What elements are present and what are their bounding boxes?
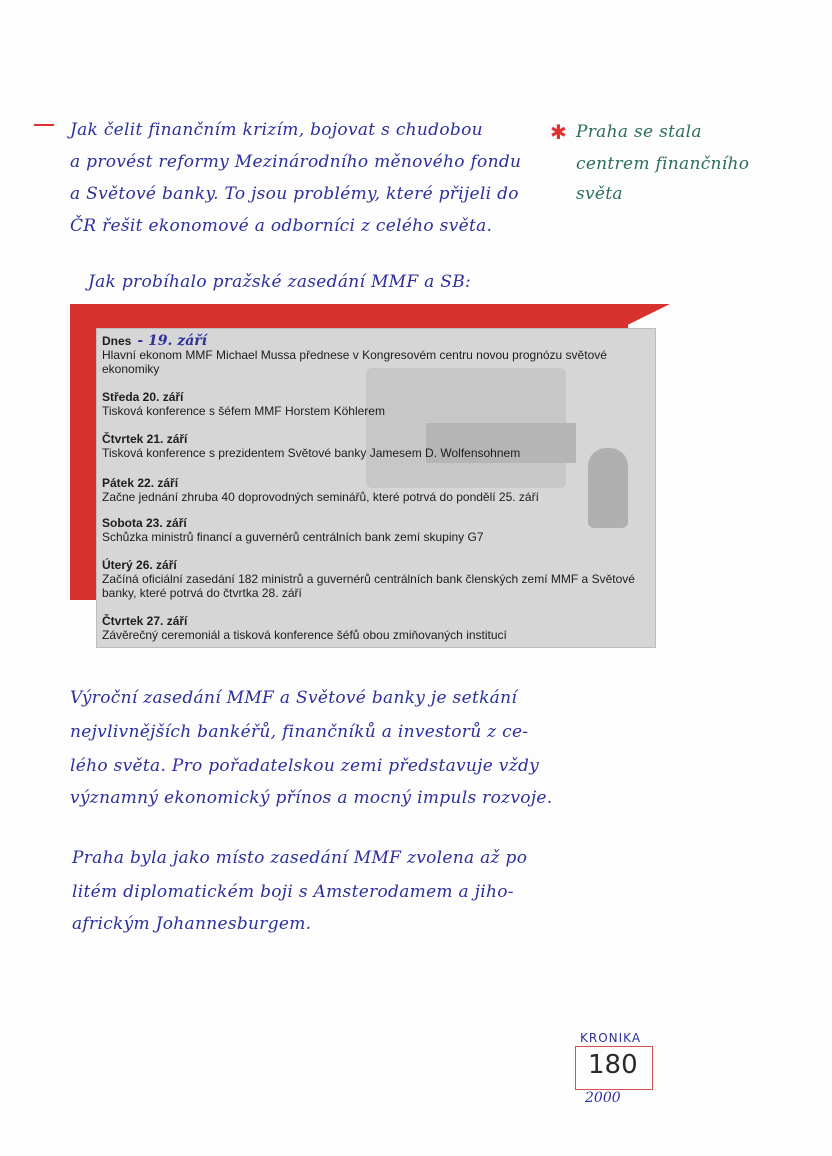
- intro-line: Jak čelit finančním krizím, bojovat s chudobou: [70, 120, 483, 140]
- schedule-entry: [102, 558, 647, 600]
- schedule-entry: [102, 432, 647, 460]
- entry-text: Tisková konference s prezidentem Světové banky Jamesem D. Wolfensohnem: [102, 446, 521, 460]
- schedule-entry: [102, 334, 647, 376]
- intro-line: a Světové banky. To jsou problémy, které přijeli do: [70, 184, 519, 204]
- side-note-line: světa: [576, 184, 623, 204]
- entry-day: Úterý 26. září: [102, 558, 177, 572]
- paragraph-line: Praha byla jako místo zasedání MMF zvolena až po: [72, 848, 528, 868]
- entry-day: Pátek 22. září: [102, 476, 179, 490]
- entry-text: Hlavní ekonom MMF Michael Mussa přednese v Kongresovém centru novou prognózu světové ekonomiky: [102, 348, 607, 376]
- entry-text: Začne jednání zhruba 40 doprovodných seminářů, které potrvá do pondělí 25. září: [102, 490, 539, 504]
- paragraph-line: Výroční zasedání MMF a Světové banky je setkání: [70, 688, 518, 708]
- intro-line: a provést reformy Mezinárodního měnového fondu: [70, 152, 522, 172]
- schedule-entry: [102, 516, 647, 544]
- schedule-heading: Jak probíhalo pražské zasedání MMF a SB:: [88, 272, 472, 292]
- stamp-label: KRONIKA: [580, 1031, 642, 1045]
- entry-day: Středa 20. září: [102, 390, 184, 404]
- schedule-entry: [102, 390, 647, 418]
- schedule-entry: [102, 476, 647, 504]
- red-margin-mark: [34, 124, 54, 126]
- paragraph-line: lého světa. Pro pořadatelskou zemi představuje vždy: [70, 756, 540, 776]
- entry-text: Začíná oficiální zasedání 182 ministrů a guvernérů centrálních bank členských zemí MMF a Světové banky, které potrvá do čtvrtka 28. září: [102, 572, 635, 600]
- entry-day: Dnes: [102, 334, 132, 348]
- intro-line: ČR řešit ekonomové a odborníci z celého světa.: [70, 216, 493, 236]
- handwritten-date: - 19. září: [137, 333, 207, 349]
- schedule-entry: [102, 614, 647, 642]
- entry-day: Čtvrtek 27. září: [102, 614, 188, 628]
- paragraph-line: nejvlivnějších bankéřů, finančníků a investorů z ce-: [70, 722, 529, 742]
- side-note-line: Praha se stala: [576, 122, 702, 142]
- entry-day: Čtvrtek 21. září: [102, 432, 188, 446]
- page-number: 180: [588, 1050, 638, 1080]
- entry-text: Tisková konference s šéfem MMF Horstem Köhlerem: [102, 404, 385, 418]
- paragraph-line: africkým Johannesburgem.: [72, 914, 312, 934]
- stamp-year: 2000: [585, 1090, 621, 1106]
- newspaper-clipping: [96, 328, 656, 648]
- paragraph-line: litém diplomatickém boji s Amsterodamem a jiho-: [72, 882, 514, 902]
- asterisk-icon: ✱: [550, 120, 567, 144]
- entry-text: Závěrečný ceremoniál a tisková konference šéfů obou zmiňovaných institucí: [102, 628, 507, 642]
- entry-text: Schůzka ministrů financí a guvernérů centrálních bank zemí skupiny G7: [102, 530, 484, 544]
- paragraph-line: významný ekonomický přínos a mocný impuls rozvoje.: [70, 788, 553, 808]
- side-note-line: centrem finančního: [576, 154, 750, 174]
- entry-day: Sobota 23. září: [102, 516, 187, 530]
